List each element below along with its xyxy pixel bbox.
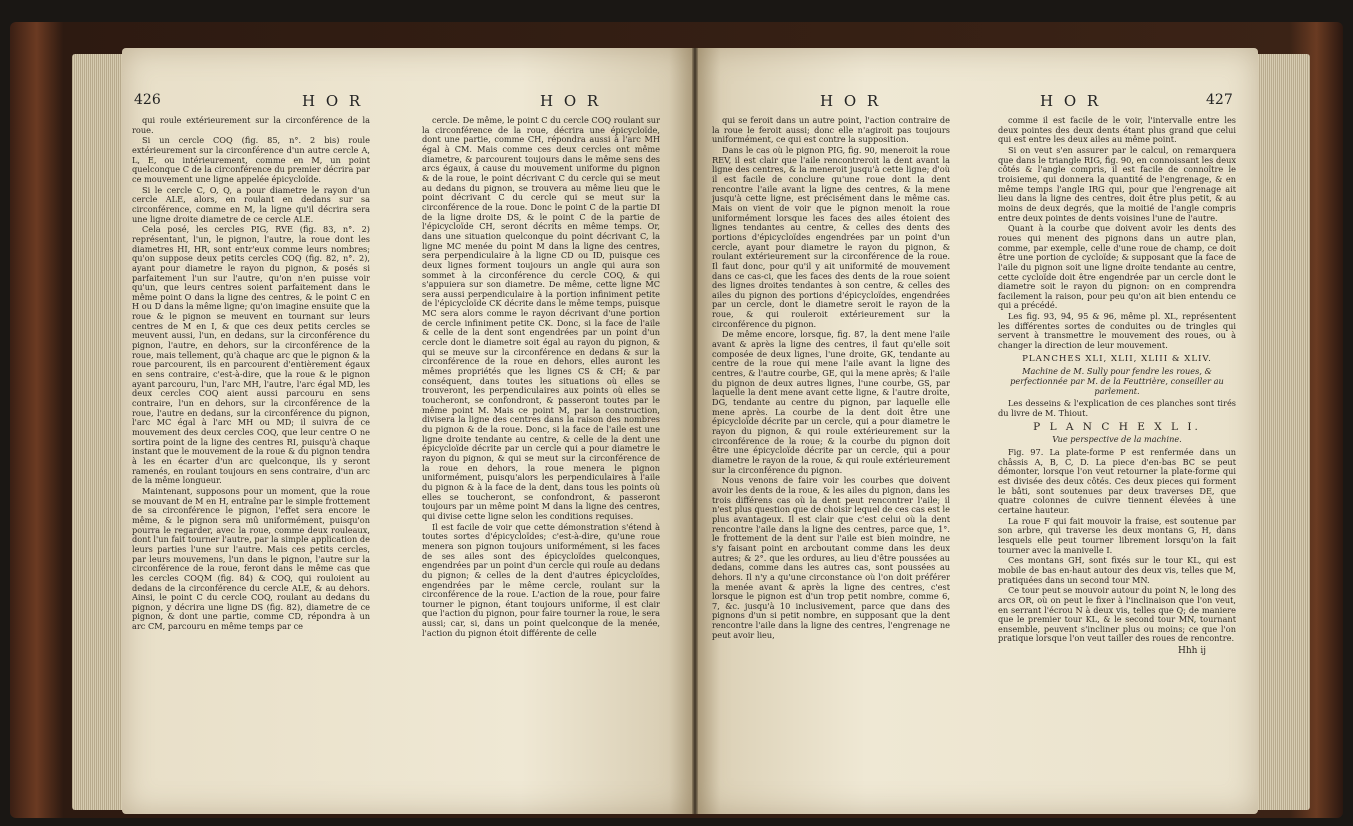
paragraph: qui roule extérieurement sur la circonférence de la roue. xyxy=(132,116,370,135)
paragraph: qui se feroit dans un autre point, l'action contraire de la roue le feroit aussi; donc elle n'agiroit pas toujours uniformément, ce qui est contre la supposition. xyxy=(712,116,950,145)
paragraph: La roue F qui fait mouvoir la fraise, est soutenue par son arbre, qui traverse les deux montans G, H, dans lesquels elle peut tourner librement lorsqu'on la fait tourner avec la manivelle I. xyxy=(998,515,1236,555)
paragraph: De même encore, lorsque, fig. 87, la dent mene l'aile avant & après la ligne des centres, il faut qu'elle soit composée de deux lignes, l'une droite, GK, tendante au centre de la roue qui mene l'aile avant la ligne des centres, & l'autre courbe, GE, qui la mene après; & l'aile du pignon de deux autres lignes, l'une courbe, GS, par laquelle la dent mene avant cette ligne, & l'autre droite, DG, tendante au centre du pignon, par laquelle elle mene après. La courbe de la dent doit être une épicycloïde décrite par un cercle, qui a pour diametre le rayon du pignon, & qui roule extérieurement sur la circonférence de la roue; & la courbe du pignon doit être une épicycloïde décrite par un cercle, qui a pour diametre le rayon de la roue, & qui roule extérieurement sur la circonférence du pignon. xyxy=(712,329,950,475)
left-running-head-2: H O R xyxy=(540,92,602,110)
paragraph: Cela posé, les cercles PIG, RVE (fig. 83, n°. 2) représentant, l'un, le pignon, l'autre, la roue dont les diametres HI, HR, sont entr'eux comme leurs nombres; qu'on suppose deux petits cercles COQ (fig. 82, n°. 2), ayant pour diametre le rayon du pignon, & posés si parfaitement l'un sur l'autre, qu'on n'en puisse voir qu'un, que leurs centres soient parfaitement dans le même point O dans la ligne des centres, & le point C en H ou D dans la même ligne; qu'on imagine ensuite que la roue & le pignon se meuvent en tournant sur leurs centres de M en I, & que ces deux petits cercles se meuvent aussi, l'un, en dedans, sur la circonférence du pignon, l'autre, en dehors, sur la circonférence de la roue, mais tellement, qu'à chaque arc que le pignon & la roue parcourent, ils en parcourent d'entièrement égaux en sens contraire, c'est-à-dire, que la roue & le pignon ayant parcouru, l'un, l'arc MH, l'autre, l'arc égal MD, les deux cercles COQ aient aussi parcouru en sens contraire, l'un en dehors, sur la circonférence de la roue, l'autre en dedans, sur la circonférence du pignon, l'arc MC égal à l'arc MH ou MD; il suivra de ce mouvement des deux cercles COQ, que leur centre O ne sortira point de la ligne des centres RI, puisqu'à chaque instant que le mouvement de la roue & du pignon tendra à les en écarter d'un arc quelconque, ils y seront ramenés, en roulant toujours en sens contraire, d'un arc de la même longueur. xyxy=(132,224,370,486)
paragraph: Ces montans GH, sont fixés sur le tour KL, qui est mobile de bas en-haut autour des deux vis, telles que M, pratiquées dans un second tour MN. xyxy=(998,555,1236,585)
paragraph: Si le cercle C, O, Q, a pour diametre le rayon d'un cercle ALE, alors, en roulant en dedans sur sa circonférence, comme en M, la ligne qu'il décrira sera une ligne droite diametre de ce cercle ALE. xyxy=(132,184,370,224)
right-page xyxy=(698,48,1258,814)
paragraph: Fig. 97. La plate-forme P est renfermée dans un châssis A, B, C, D. La piece d'en-bas BC se peut démonter, lorsque l'on veut retourner la plate-forme qui est divisée des deux côtés. Ces deux pieces qui forment le bâti, sont soutenues par deux traverses DE, que quatre colonnes de cuivre tiennent élevées à une certaine hauteur. xyxy=(998,447,1236,515)
right-column-1 xyxy=(712,116,950,812)
left-column-2 xyxy=(422,116,660,812)
paragraph: Ce tour peut se mouvoir autour du point N, le long des arcs OR, où on peut le fixer à l'inclinaison que l'on veut, en serrant l'écrou N à deux vis, telles que Q; de maniere que le premier tour KL, & le second tour MN, tournant ensemble, peuvent s'incliner plus ou moins; ce que l'on pratique lorsque l'on veut tailler des roues de rencontre. xyxy=(998,585,1236,644)
paragraph: Les fig. 93, 94, 95 & 96, même pl. XL, représentent les différentes sortes de conduites ou de tringles qui servent à transmettre le mouvement des roues, ou à changer la direction de leur mouvement. xyxy=(998,311,1236,351)
right-column-2 xyxy=(998,116,1236,812)
signature-mark: Hhh ij xyxy=(1178,646,1206,657)
paragraph: Si un cercle COQ (fig. 85, n°. 2 bis) roule extérieurement sur la circonférence d'un autre cercle A, L, E, ou intérieurement, comme en M, un point quelconque C de la circonférence du premier décrira par ce mouvement une ligne appelée épicycloïde. xyxy=(132,135,370,184)
right-page-number: 427 xyxy=(1206,92,1233,108)
machine-title: Machine de M. Sully pour fendre les roues, & perfectionnée par M. de la Feuttrière, conseiller au parlement. xyxy=(1010,366,1224,396)
paragraph: Il est facile de voir que cette démonstration s'étend à toutes sortes d'épicycloïdes; c'est-à-dire, qu'une roue menera son pignon toujours uniformément, si les faces de ses ailes sont des épicycloïdes quelconques, engendrées par un point d'un cercle qui roule au dedans du pignon; & celles de la dent d'autres épicycloïdes, engendrées par le même cercle, roulant sur la circonférence de la roue. L'action de la roue, pour faire tourner le pignon, étant toujours uniforme, il est clair que l'action du pignon, pour faire tourner la roue, le sera aussi; car, si, dans un point quelconque de la menée, l'action du pignon étoit différente de celle xyxy=(422,521,660,638)
plate-heading: P L A N C H E X L I. xyxy=(1033,420,1201,433)
left-page-number: 426 xyxy=(134,92,161,108)
paragraph: Les desseins & l'explication de ces planches sont tirés du livre de M. Thiout. xyxy=(998,398,1236,419)
left-page-stack xyxy=(72,54,122,810)
right-page-stack xyxy=(1258,54,1310,810)
paragraph: Quant à la courbe que doivent avoir les dents des roues qui menent des pignons dans un autre plan, comme, par exemple, celle d'une roue de champ, ce doit être une portion de cycloïde; & supposant que la face de l'aile du pignon soit une ligne droite tendante au centre, cette cycloïde doit être engendrée par un cercle dont le diametre soit le rayon du pignon: on en comprendra facilement la raison, pour peu qu'on ait bien entendu ce qui a précédé. xyxy=(998,223,1236,311)
right-running-head-2: H O R xyxy=(1040,92,1102,110)
plate-subheading: Vue perspective de la machine. xyxy=(1052,434,1182,445)
paragraph: cercle. De même, le point C du cercle COQ roulant sur la circonférence de la roue, décrira une épicycloïde, dont une partie, comme CH, répondra aussi à l'arc MH égal à CM. Mais comme ces deux cercles ont même diametre, & parcourent toujours dans le même sens des arcs égaux, à cause du mouvement uniforme du pignon & de la roue, le point décrivant C du cercle qui se meut au dedans du pignon, se trouvera au même lieu que le point décrivant C du cercle qui se meut sur la circonférence de la roue. Donc le point C de la partie DI de la ligne droite DS, & le point C de la partie de l'épicycloïde CH, seront décrits en même temps. Or, dans une situation quelconque du point décrivant C, la ligne MC menée du point M dans la ligne des centres, sera perpendiculaire à la ligne CD ou ID, puisque ces deux lignes forment toujours un angle qui aura son sommet à la circonférence du cercle COQ, & qui s'appuiera sur son diametre. De même, cette ligne MC sera aussi perpendiculaire à la portion infiniment petite de l'épicycloïde CK décrite dans le même temps, puisque MC sera alors comme le rayon décrivant d'une portion de cercle infiniment petite CK. Donc, si la face de l'aile & celle de la dent sont engendrées par un point d'un cercle dont le diametre soit égal au rayon du pignon, & qui se meuve sur la circonférence en dedans & sur la circonférence de la roue en dehors, elles auront les mêmes propriétés que les lignes CS & CH; & par conséquent, dans toutes les situations où elles se trouveront, les perpendiculaires aux points où elles se toucheront, se confondront, & passeront toutes par le même point M. Mais ce point M, par la construction, divisera la ligne des centres dans la raison des nombres du pignon & de la roue. Donc, si la face de l'aile est une ligne droite tendante au centre, & celle de la dent une épicycloïde décrite par un cercle qui a pour diametre le rayon du pignon, & qui se meut sur la circonférence de la roue en dehors, la roue menera le pignon uniformément, puisqu'alors les perpendiculaires à l'aile du pignon & à la face de la dent, dans tous les points où elles se toucheront, se confondront, & passeront toujours par un même point M dans la ligne des centres, qui divise cette ligne selon les conditions requises. xyxy=(422,116,660,521)
paragraph: Maintenant, supposons pour un moment, que la roue se mouvant de M en H, entraîne par le simple frottement de sa circonférence le pignon, l'effet sera encore le même, & le pignon sera mû uniformément, puisqu'on pourra le regarder, avec la roue, comme deux rouleaux, dont l'un fait tourner l'autre, par la simple application de leurs parties l'une sur l'autre. Mais ces petits cercles, par leurs mouvemens, l'un dans le pignon, l'autre sur la circonférence de la roue, feront dans le même cas que les cercles COQM (fig. 84) & COQ, qui rouloient au dedans de la circonférence du cercle ALE, & au dehors. Ainsi, le point C du cercle COQ, roulant au dedans du pignon, y décrira une ligne DS (fig. 82), diametre de ce pignon, & dont une partie, comme CD, répondra à un arc CM, parcouru en même temps par ce xyxy=(132,485,370,632)
paragraph: Dans le cas où le pignon PIG, fig. 90, meneroit la roue REV, il est clair que l'aile rencontreroit la dent avant la ligne des centres, & la meneroit jusqu'à cette ligne; d'où il est facile de conclure qu'une roue dont la dent rencontre l'aile avant la ligne des centres, & la mene jusqu'à cette ligne, est précisément dans le même cas. Mais on vient de voir que le pignon menoit la roue uniformément lorsque les faces des ailes étoient des lignes tendantes au centre, & celles des dents des portions d'épicycloïdes engendrées par un point d'un cercle, ayant pour diametre le rayon du pignon, & roulant extérieurement sur la circonférence de la roue. Il faut donc, pour qu'il y ait uniformité de mouvement dans ce cas-ci, que les faces des dents de la roue soient des lignes droites tendantes à son centre, & celles des ailes du pignon des portions d'épicycloïdes, engendrées par un cercle, dont le diametre seroit le rayon de la roue, & qui rouleroit extérieurement sur la circonférence du pignon. xyxy=(712,144,950,329)
right-running-head-1: H O R xyxy=(820,92,882,110)
left-column-1 xyxy=(132,116,370,812)
paragraph: Si on veut s'en assurer par le calcul, on remarquera que dans le triangle RIG, fig. 90, en connoissant les deux côtés & l'angle compris, il est facile de connoître le troisieme, qui donnera la quantité de l'engrenage, & en même temps l'angle IRG qui, pour que l'engrenage ait lieu dans la ligne des centres, doit être plus petit, & au moins de deux degrés, que la moitié de l'angle compris entre deux pointes de dents voisines l'une de l'autre. xyxy=(998,144,1236,223)
paragraph: comme il est facile de le voir, l'intervalle entre les deux pointes des deux dents étant plus grand que celui qui est entre les deux ailes au même point. xyxy=(998,116,1236,145)
paragraph: Nous venons de faire voir les courbes que doivent avoir les dents de la roue, & les ailes du pignon, dans les trois différens cas où la dent peut rencontrer l'aile; il n'est plus question que de choisir lequel de ces cas est le plus avantageux. Il est clair que c'est celui où la dent rencontre l'aile dans la ligne des centres, parce que, 1°. le frottement de la dent sur l'aile est bien moindre, ne s'y faisant point en arcboutant comme dans les deux autres; & 2°. que les ordures, au lieu d'être poussées au dedans, comme dans les autres cas, sont poussées au dehors. Il n'y a qu'une circonstance où l'on doit préférer la menée avant & après la ligne des centres, c'est lorsque le pignon est d'un trop petit nombre, comme 6, 7, &c. jusqu'à 10 inclusivement, parce que dans des pignons d'un si petit nombre, en supposant que la dent rencontre l'aile dans la ligne des centres, l'engrenage ne peut avoir lieu, xyxy=(712,475,950,640)
book-photo xyxy=(10,22,1343,818)
left-page xyxy=(122,48,692,814)
plates-heading: PLANCHES XLI, XLII, XLIII & XLIV. xyxy=(1022,353,1212,364)
left-running-head-1: H O R xyxy=(302,92,364,110)
